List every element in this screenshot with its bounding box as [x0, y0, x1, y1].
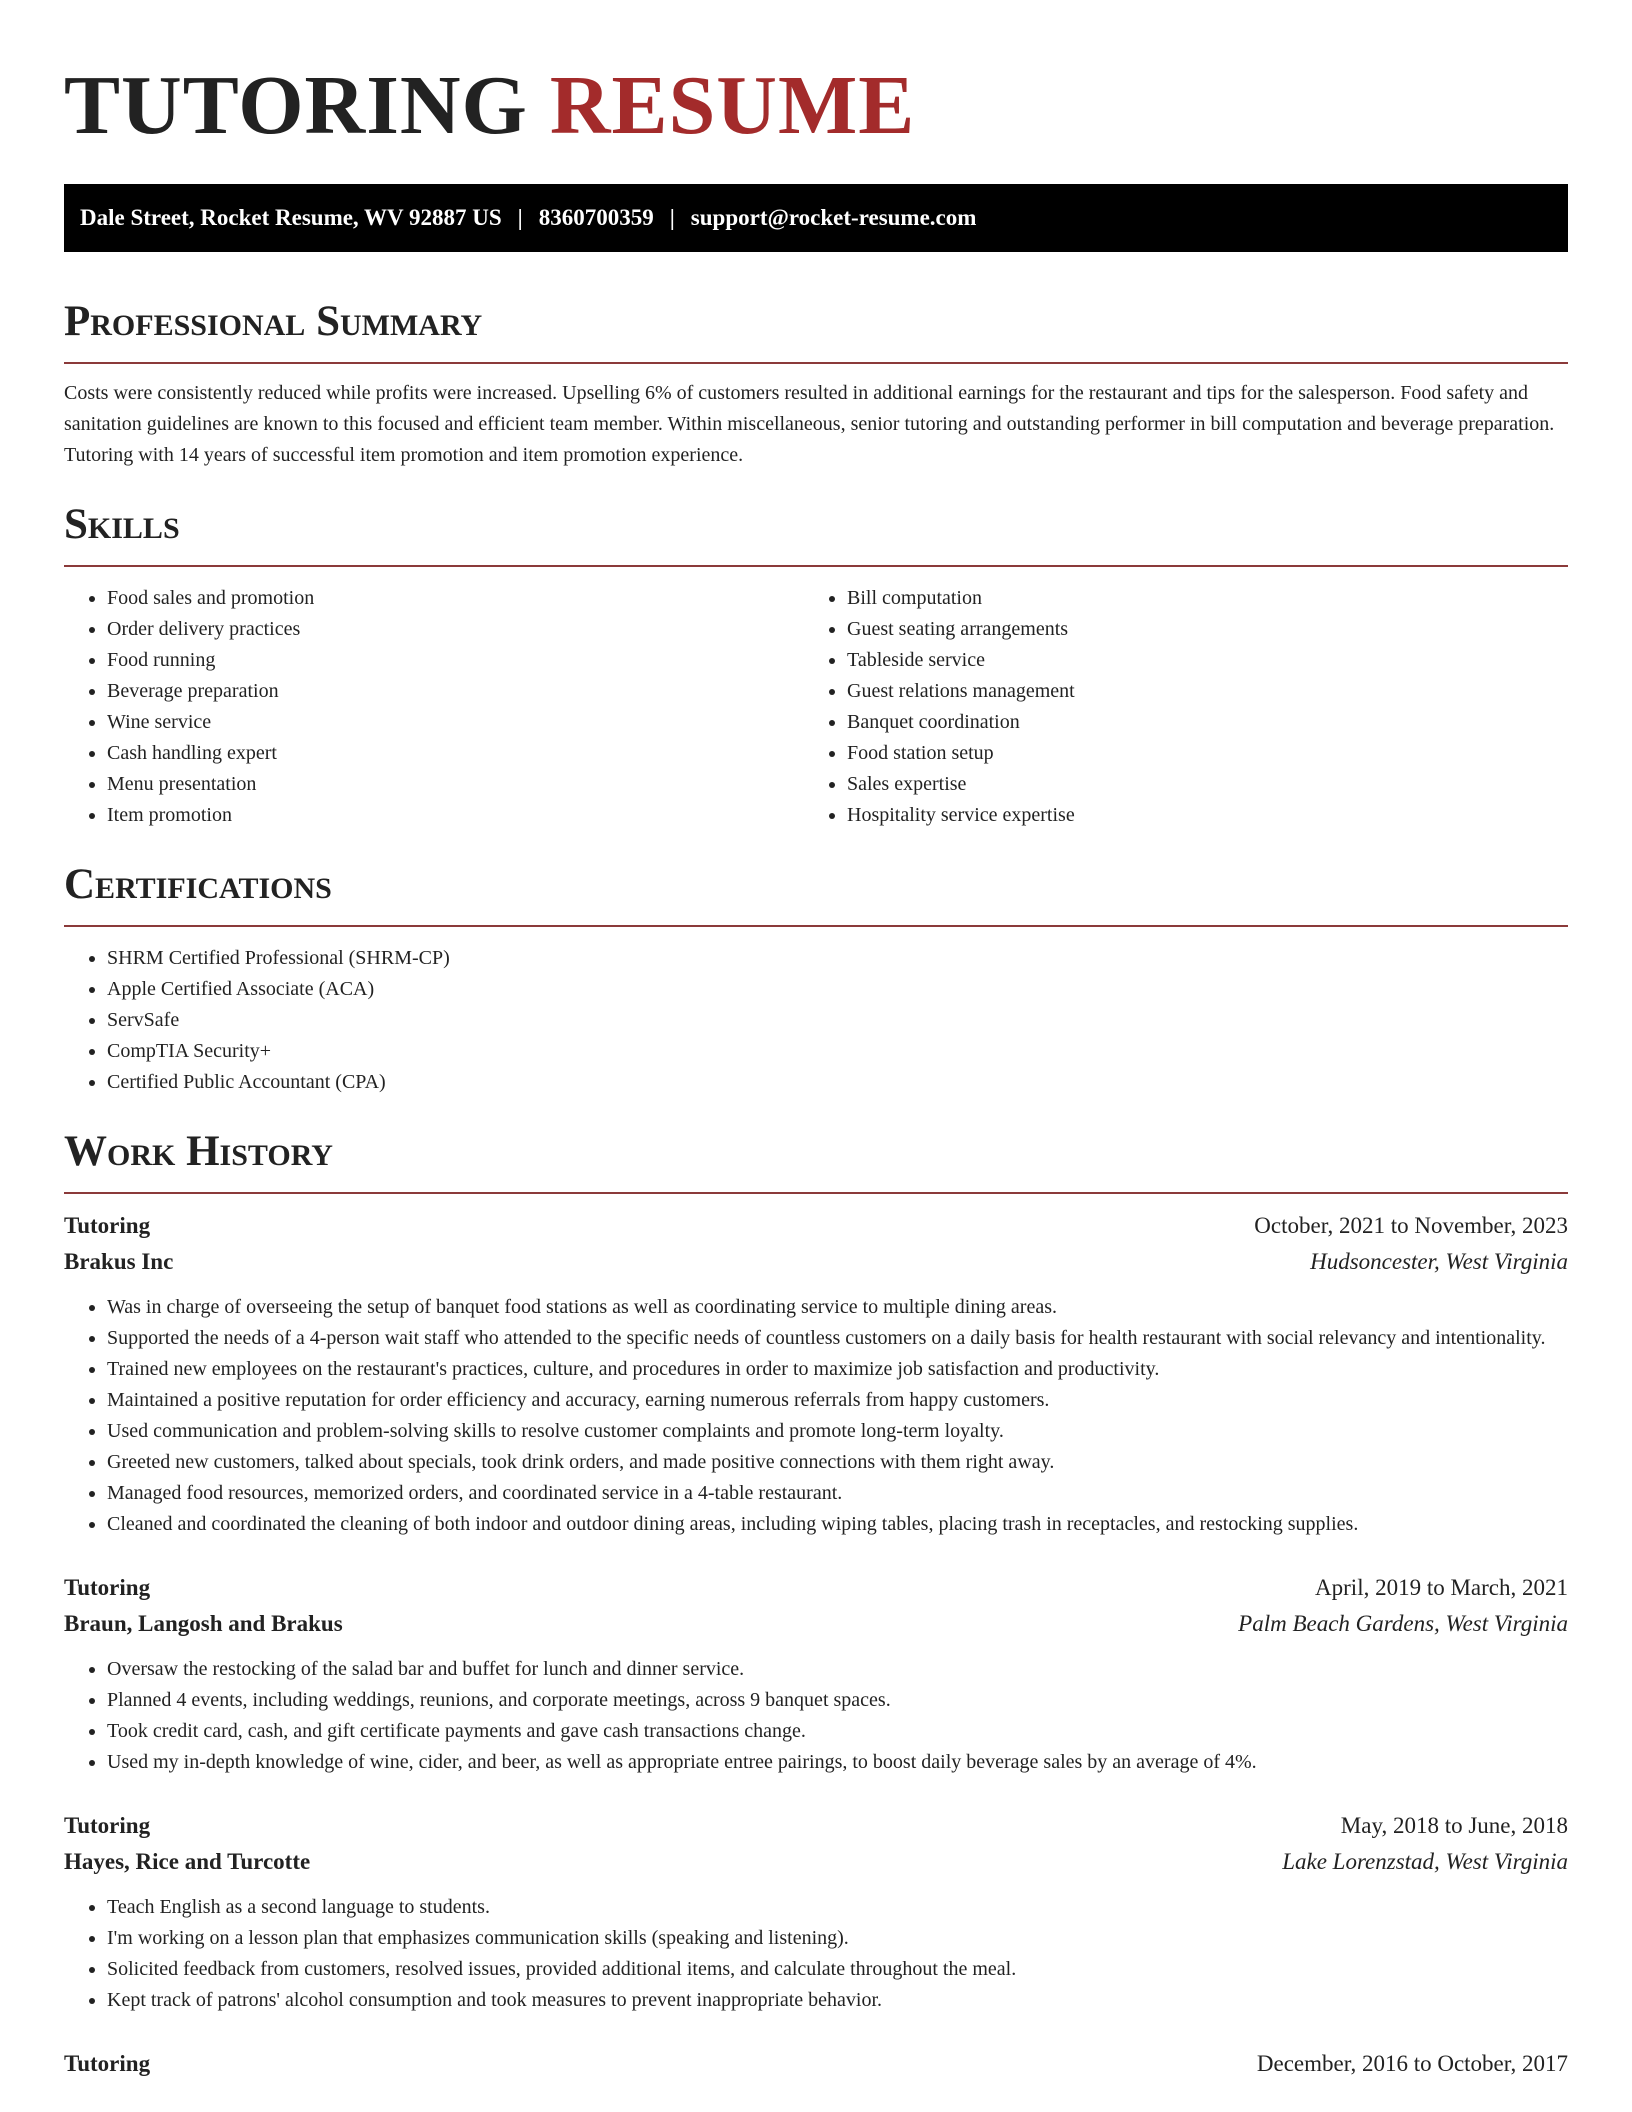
resume-title — [64, 0, 1568, 156]
contact-phone: 8360700359 — [538, 205, 654, 230]
job-bullets — [64, 1892, 1568, 2016]
job-company: Braun, Langosh and Brakus — [64, 1611, 343, 1636]
section-heading: Professional Summary — [64, 298, 483, 345]
skill-item: • Wine service — [107, 707, 804, 738]
job-location: Lake Lorenzstad, West Virginia — [1282, 1849, 1568, 1874]
contact-separator: | — [517, 205, 523, 230]
job-title-row — [64, 1570, 1568, 1606]
contact-address: Dale Street, Rocket Resume, WV 92887 US — [80, 205, 502, 230]
skills-list-right — [804, 583, 1544, 831]
job-bullet: • Supported the needs of a 4-person wait staff who attended to the specific needs of countless customers on a daily basis for health restaurant with social relevancy and intentionality. — [107, 1323, 1568, 1354]
skill-item: • Beverage preparation — [107, 676, 804, 707]
job-bullet: • Planned 4 events, including weddings, reunions, and corporate meetings, across 9 banquet spaces. — [107, 1685, 1568, 1716]
job-bullets — [64, 1292, 1568, 1540]
job-company-row — [64, 1606, 1568, 1642]
section-divider — [64, 1192, 1568, 1194]
job-bullet: • Maintained a positive reputation for order efficiency and accuracy, earning numerous referrals from happy customers. — [107, 1385, 1568, 1416]
job-company-row — [64, 1244, 1568, 1280]
skill-item: • Food running — [107, 645, 804, 676]
skills-list-left — [64, 583, 804, 831]
job-bullets — [64, 1654, 1568, 1778]
section-heading: Work History — [64, 1128, 333, 1175]
work-history-section — [64, 1124, 1568, 2082]
contact-bar — [64, 184, 1568, 252]
job-bullet: • Teach English as a second language to students. — [107, 1892, 1568, 1923]
job-title-row — [64, 1208, 1568, 1244]
section-divider — [64, 925, 1568, 927]
job-entry — [64, 1570, 1568, 1778]
section-divider — [64, 362, 1568, 364]
job-bullet: • Kept track of patrons' alcohol consumption and took measures to prevent inappropriate behavior. — [107, 1985, 1568, 2016]
skill-item: • Order delivery practices — [107, 614, 804, 645]
job-title-row — [64, 2046, 1568, 2082]
job-bullet: • Took credit card, cash, and gift certificate payments and gave cash transactions change. — [107, 1716, 1568, 1747]
certification-item: • SHRM Certified Professional (SHRM-CP) — [107, 943, 1568, 974]
job-title-row — [64, 1808, 1568, 1844]
job-location: Palm Beach Gardens, West Virginia — [1238, 1611, 1568, 1636]
skill-item: • Food station setup — [847, 738, 1544, 769]
certifications-section — [64, 857, 1568, 1098]
section-heading: Skills — [64, 501, 180, 548]
title-accent: RESUME — [549, 59, 916, 152]
job-bullet: • I'm working on a lesson plan that emphasizes communication skills (speaking and listening). — [107, 1923, 1568, 1954]
certification-item: • ServSafe — [107, 1005, 1568, 1036]
job-location: Hudsoncester, West Virginia — [1310, 1249, 1568, 1274]
job-title: Tutoring — [64, 1213, 151, 1238]
job-entry — [64, 1808, 1568, 2016]
skill-item: • Food sales and promotion — [107, 583, 804, 614]
job-company: Hayes, Rice and Turcotte — [64, 1849, 311, 1874]
certifications-list — [64, 943, 1568, 1098]
skill-item: • Menu presentation — [107, 769, 804, 800]
job-bullet: • Solicited feedback from customers, resolved issues, provided additional items, and calculate throughout the meal. — [107, 1954, 1568, 1985]
skill-item: • Guest relations management — [847, 676, 1544, 707]
job-bullet: • Managed food resources, memorized orders, and coordinated service in a 4-table restaurant. — [107, 1478, 1568, 1509]
job-bullet: • Used my in-depth knowledge of wine, cider, and beer, as well as appropriate entree pairings, to boost daily beverage sales by an average of 4%. — [107, 1747, 1568, 1778]
skill-item: • Sales expertise — [847, 769, 1544, 800]
title-main: TUTORING — [64, 59, 528, 152]
summary-text: Costs were consistently reduced while profits were increased. Upselling 6% of customers resulted in additional earnings for the restaurant and tips for the salesperson. Food safety and sanitation guidelines are known to this focused and efficient team member. Within miscellaneous, senior tutoring and outstanding performer in bill computation and beverage preparation. Tutoring with 14 years of successful item promotion and item promotion experience. — [64, 382, 1555, 466]
skill-item: • Item promotion — [107, 800, 804, 831]
job-entry — [64, 2046, 1568, 2082]
job-entry — [64, 1208, 1568, 1540]
job-title: Tutoring — [64, 1575, 151, 1600]
skill-item: • Cash handling expert — [107, 738, 804, 769]
job-company: Brakus Inc — [64, 1249, 174, 1274]
job-bullet: • Oversaw the restocking of the salad bar and buffet for lunch and dinner service. — [107, 1654, 1568, 1685]
job-dates: May, 2018 to June, 2018 — [1340, 1813, 1568, 1838]
section-heading: Certifications — [64, 861, 332, 908]
job-bullet: • Greeted new customers, talked about specials, took drink orders, and made positive connections with them right away. — [107, 1447, 1568, 1478]
certification-item: • CompTIA Security+ — [107, 1036, 1568, 1067]
section-divider — [64, 565, 1568, 567]
contact-separator: | — [669, 205, 675, 230]
job-bullet: • Was in charge of overseeing the setup of banquet food stations as well as coordinating service to multiple dining areas. — [107, 1292, 1568, 1323]
contact-email: support@rocket-resume.com — [690, 205, 977, 230]
certification-item: • Apple Certified Associate (ACA) — [107, 974, 1568, 1005]
job-title: Tutoring — [64, 1813, 151, 1838]
job-bullet: • Trained new employees on the restaurant's practices, culture, and procedures in order to maximize job satisfaction and productivity. — [107, 1354, 1568, 1385]
job-dates: October, 2021 to November, 2023 — [1254, 1213, 1568, 1238]
skill-item: • Banquet coordination — [847, 707, 1544, 738]
job-company-row — [64, 1844, 1568, 1880]
job-bullet: • Used communication and problem-solving skills to resolve customer complaints and promote long-term loyalty. — [107, 1416, 1568, 1447]
skill-item: • Tableside service — [847, 645, 1544, 676]
skill-item: • Guest seating arrangements — [847, 614, 1544, 645]
job-dates: December, 2016 to October, 2017 — [1256, 2051, 1568, 2076]
skills-columns — [64, 583, 1568, 831]
job-dates: April, 2019 to March, 2021 — [1315, 1575, 1568, 1600]
skills-section — [64, 497, 1568, 831]
skill-item: • Bill computation — [847, 583, 1544, 614]
certification-item: • Certified Public Accountant (CPA) — [107, 1067, 1568, 1098]
summary-section — [64, 294, 1568, 471]
job-title: Tutoring — [64, 2051, 151, 2076]
skill-item: • Hospitality service expertise — [847, 800, 1544, 831]
job-bullet: • Cleaned and coordinated the cleaning of both indoor and outdoor dining areas, including wiping tables, placing trash in receptacles, and restocking supplies. — [107, 1509, 1568, 1540]
